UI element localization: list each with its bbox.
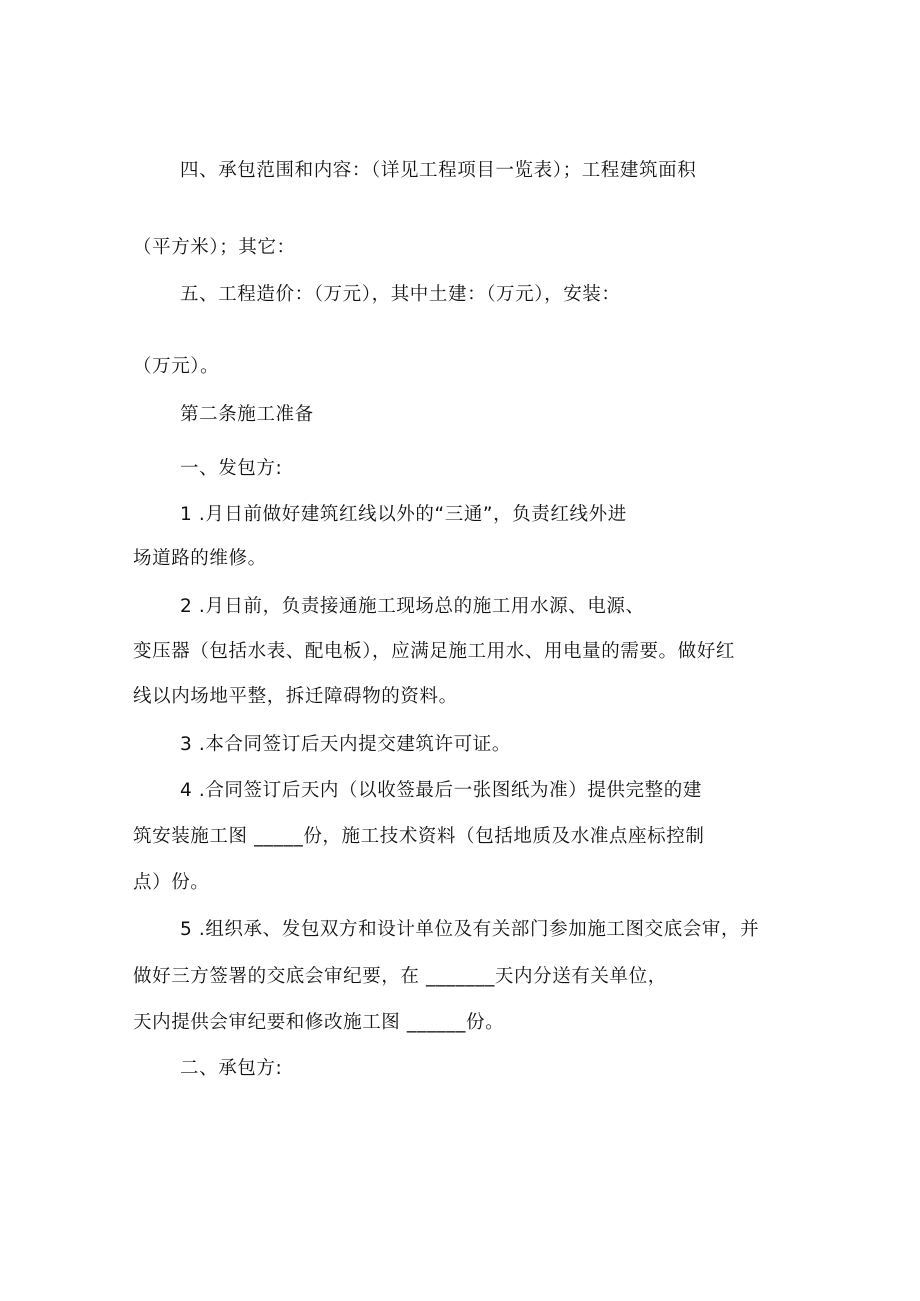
text-line [133,641,735,663]
line-text: （平方米）；其它： [133,237,296,258]
line-text: 五、工程造价：（万元），其中土建：（万元），安装： [180,284,621,305]
subheading [180,458,282,480]
section-heading [180,404,314,426]
line-text: 场道路的维修。 [133,548,267,569]
line-text: 天内提供会审纪要和修改施工图 ______份。 [133,1012,505,1033]
list-item [180,504,627,526]
line-text: 3 .本合同签订后天内提交建筑许可证。 [180,734,511,755]
line-text: 点）份。 [133,872,210,893]
text-line [133,966,667,988]
list-item [180,919,759,941]
text-line [133,356,219,378]
list-item [180,780,702,802]
text-line [133,237,296,259]
line-text: 2 .月日前，负责接通施工现场总的施工用水源、电源、 [180,596,645,617]
list-item [180,734,511,756]
text-line [180,160,696,182]
line-text: 筑安装施工图 _____份，施工技术资料（包括地质及水准点座标控制 [133,826,705,847]
line-text: 5 .组织承、发包双方和设计单位及有关部门参加施工图交底会审，并 [180,919,760,940]
text-line [133,872,209,894]
line-text: （万元）。 [133,356,220,377]
text-line [133,686,458,708]
text-line [133,1012,504,1034]
line-text: 四、承包范围和内容：（详见工程项目一览表）；工程建筑面积 [180,160,697,181]
line-text: 二、承包方: [180,1058,283,1079]
line-text: 第二条施工准备 [180,404,314,425]
subheading [180,1058,282,1080]
line-text: 4 .合同签订后天内（以收签最后一张图纸为准）提供完整的建 [180,780,702,801]
line-text: 1 .月日前做好建筑红线以外的“三通”，负责红线外进 [180,504,627,525]
line-text: 变压器（包括水表、配电板），应满足施工用水、用电量的需要。做好红 [133,641,735,662]
text-line [180,284,621,306]
line-text: 做好三方签署的交底会审纪要，在 _______天内分送有关单位， [133,966,667,987]
text-line [133,826,704,848]
list-item [180,596,645,618]
line-text: 一、发包方: [180,458,283,479]
text-line [133,548,267,570]
line-text: 线以内场地平整，拆迁障碍物的资料。 [133,686,458,707]
